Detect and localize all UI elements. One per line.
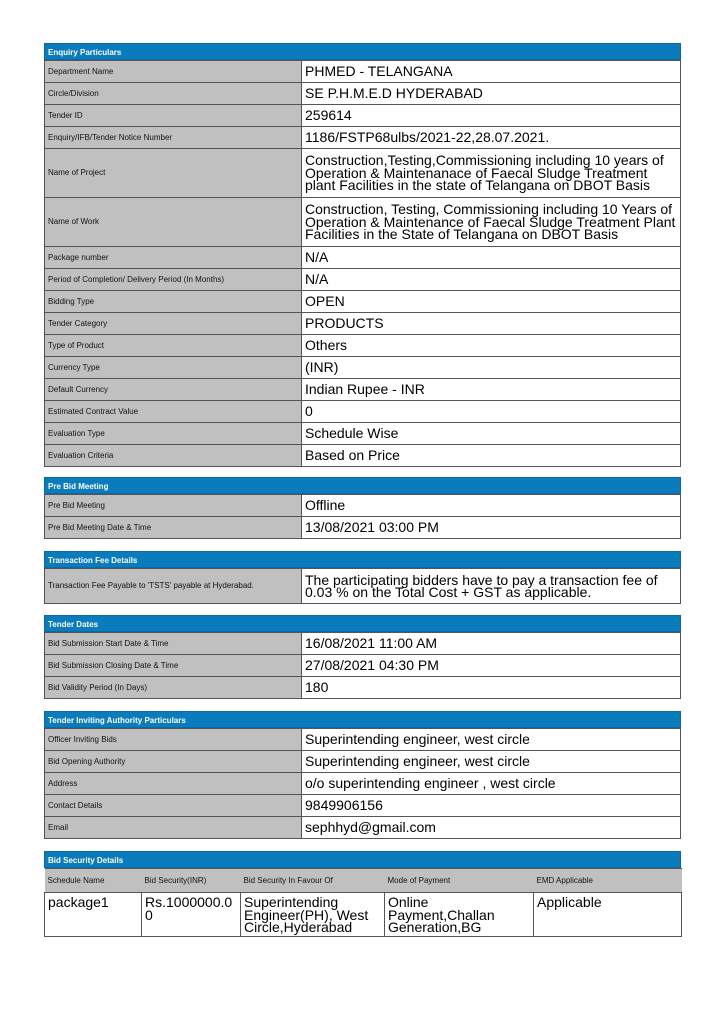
- field-label: Bid Validity Period (In Days): [45, 677, 302, 699]
- table-row: [45, 269, 681, 291]
- field-label: Department Name: [45, 61, 302, 83]
- table-row: [45, 729, 681, 751]
- table-row: [45, 445, 681, 467]
- field-label: Estimated Contract Value: [45, 401, 302, 423]
- field-label: Enquiry/IFB/Tender Notice Number: [45, 127, 302, 149]
- field-label: Evaluation Criteria: [45, 445, 302, 467]
- table-row: [45, 773, 681, 795]
- table-row: [45, 795, 681, 817]
- table-row: [45, 335, 681, 357]
- field-value: 1186/FSTP68ulbs/2021-22,28.07.2021.: [302, 127, 681, 149]
- table-row: [45, 83, 681, 105]
- table-row: [45, 127, 681, 149]
- field-label: Name of Project: [45, 149, 302, 198]
- field-label: Email: [45, 817, 302, 839]
- authority-section: [44, 711, 681, 839]
- security-section: [44, 851, 681, 937]
- section-header: Tender Inviting Authority Particulars: [44, 711, 681, 728]
- bid-security-cell: Rs.1000000.00: [142, 893, 241, 937]
- table-row: [45, 149, 681, 198]
- table-row: [45, 105, 681, 127]
- field-value: o/o superintending engineer , west circle: [302, 773, 681, 795]
- field-value: Superintending engineer, west circle: [302, 729, 681, 751]
- enquiry-table: [44, 60, 681, 467]
- field-value: Based on Price: [302, 445, 681, 467]
- enquiry-section: [44, 43, 681, 467]
- field-label: Pre Bid Meeting: [45, 495, 302, 517]
- dates-table: [44, 632, 681, 699]
- payment-mode-cell: Online Payment,Challan Generation,BG: [385, 893, 534, 937]
- field-value: 9849906156: [302, 795, 681, 817]
- field-label: Tender ID: [45, 105, 302, 127]
- security-table: [44, 868, 682, 937]
- field-value: (INR): [302, 357, 681, 379]
- field-value: 180: [302, 677, 681, 699]
- table-row: [45, 61, 681, 83]
- section-header: Enquiry Particulars: [44, 43, 681, 60]
- field-label: Contact Details: [45, 795, 302, 817]
- column-header: Bid Security(INR): [142, 869, 241, 893]
- field-label: Type of Product: [45, 335, 302, 357]
- table-row: [45, 423, 681, 445]
- field-label: Name of Work: [45, 198, 302, 247]
- prebid-table: [44, 494, 681, 539]
- table-row: [45, 198, 681, 247]
- field-value: SE P.H.M.E.D HYDERABAD: [302, 83, 681, 105]
- field-value: Schedule Wise: [302, 423, 681, 445]
- field-label: Evaluation Type: [45, 423, 302, 445]
- section-header: Transaction Fee Details: [44, 551, 681, 568]
- column-header: Schedule Name: [45, 869, 142, 893]
- field-value: Superintending engineer, west circle: [302, 751, 681, 773]
- transaction-section: [44, 551, 681, 604]
- transaction-table: [44, 568, 681, 604]
- field-value: 13/08/2021 03:00 PM: [302, 517, 681, 539]
- field-value: PRODUCTS: [302, 313, 681, 335]
- field-label: Circle/Division: [45, 83, 302, 105]
- table-row: [45, 655, 681, 677]
- table-row: [45, 313, 681, 335]
- field-label: Officer Inviting Bids: [45, 729, 302, 751]
- field-value: N/A: [302, 247, 681, 269]
- field-label: Default Currency: [45, 379, 302, 401]
- table-row: [45, 751, 681, 773]
- field-value: 259614: [302, 105, 681, 127]
- section-header: Bid Security Details: [44, 851, 681, 868]
- table-row: [45, 677, 681, 699]
- field-value: 27/08/2021 04:30 PM: [302, 655, 681, 677]
- field-label: Bid Submission Closing Date & Time: [45, 655, 302, 677]
- table-row: [45, 495, 681, 517]
- field-label: Tender Category: [45, 313, 302, 335]
- field-value: Construction, Testing, Commissioning including 10 Years of Operation & Maintenance of Faecal Sludge Treatment Plant Facilities in the State of Telangana on DBOT Basis: [302, 198, 681, 247]
- schedule-name-cell: package1: [45, 893, 142, 937]
- field-label: Pre Bid Meeting Date & Time: [45, 517, 302, 539]
- field-label: Transaction Fee Payable to 'TSTS' payable at Hyderabad.: [45, 569, 302, 604]
- field-label: Bid Submission Start Date & Time: [45, 633, 302, 655]
- in-favour-of-cell: Superintending Engineer(PH), West Circle,Hyderabad: [241, 893, 385, 937]
- field-value: sephhyd@gmail.com: [302, 817, 681, 839]
- field-value: 0: [302, 401, 681, 423]
- table-row: [45, 817, 681, 839]
- field-label: Currency Type: [45, 357, 302, 379]
- field-value: Others: [302, 335, 681, 357]
- field-value: N/A: [302, 269, 681, 291]
- field-value: PHMED - TELANGANA: [302, 61, 681, 83]
- field-value: 16/08/2021 11:00 AM: [302, 633, 681, 655]
- field-value: Construction,Testing,Commissioning including 10 years of Operation & Maintenanace of Faecal Sludge Treatment plant Facilities in the state of Telangana on DBOT Basis: [302, 149, 681, 198]
- prebid-section: [44, 477, 681, 539]
- table-header-row: [45, 869, 682, 893]
- field-label: Bidding Type: [45, 291, 302, 313]
- column-header: EMD Applicable: [534, 869, 682, 893]
- table-row: [45, 569, 681, 604]
- authority-table: [44, 728, 681, 839]
- table-row: [45, 517, 681, 539]
- column-header: Mode of Payment: [385, 869, 534, 893]
- emd-applicable-cell: Applicable: [534, 893, 682, 937]
- table-row: [45, 357, 681, 379]
- section-header: Tender Dates: [44, 615, 681, 632]
- field-value: Offline: [302, 495, 681, 517]
- field-value: OPEN: [302, 291, 681, 313]
- table-row: [45, 893, 682, 937]
- table-row: [45, 291, 681, 313]
- table-row: [45, 401, 681, 423]
- field-value: Indian Rupee - INR: [302, 379, 681, 401]
- field-label: Bid Opening Authority: [45, 751, 302, 773]
- field-value: The participating bidders have to pay a transaction fee of 0.03 % on the Total Cost + GST as applicable.: [302, 569, 681, 604]
- column-header: Bid Security In Favour Of: [241, 869, 385, 893]
- table-row: [45, 247, 681, 269]
- field-label: Address: [45, 773, 302, 795]
- dates-section: [44, 615, 681, 699]
- table-row: [45, 379, 681, 401]
- field-label: Period of Completion/ Delivery Period (In Months): [45, 269, 302, 291]
- section-header: Pre Bid Meeting: [44, 477, 681, 494]
- field-label: Package number: [45, 247, 302, 269]
- table-row: [45, 633, 681, 655]
